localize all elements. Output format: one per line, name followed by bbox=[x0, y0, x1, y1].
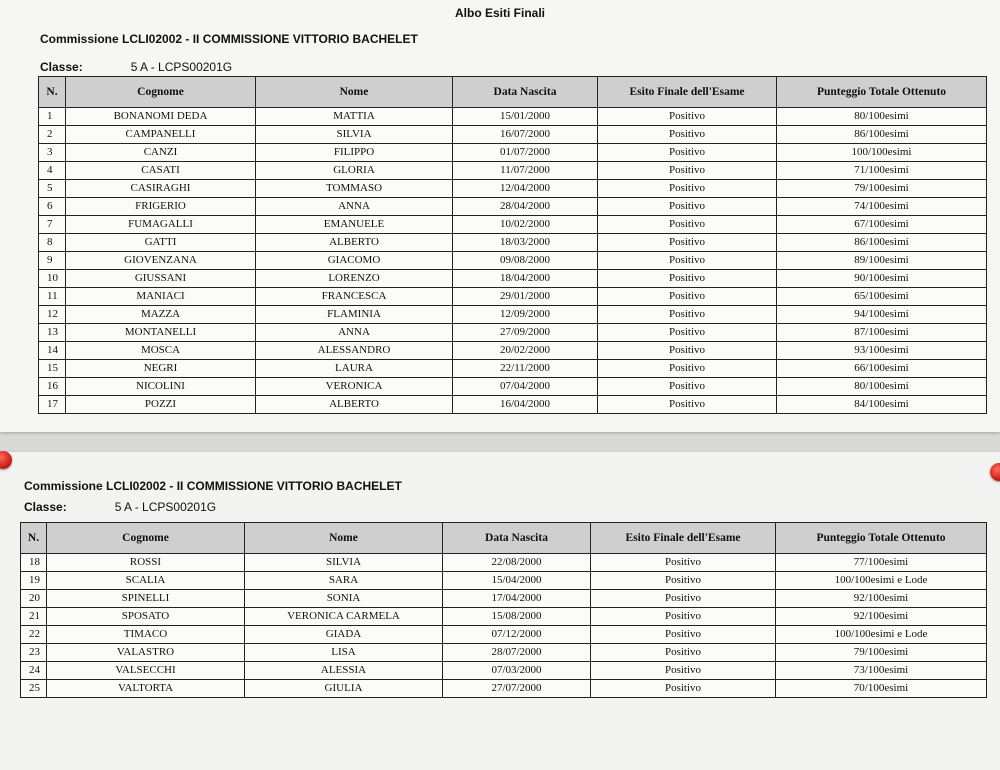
outcome-cell: Positivo bbox=[598, 216, 777, 234]
outcome-cell: Positivo bbox=[591, 572, 776, 590]
header-col-n: N. bbox=[21, 523, 47, 554]
row-number: 2 bbox=[39, 126, 66, 144]
row-number: 11 bbox=[39, 288, 66, 306]
name-cell: ANNA bbox=[256, 198, 453, 216]
surname-cell: MONTANELLI bbox=[66, 324, 256, 342]
surname-cell: GATTI bbox=[66, 234, 256, 252]
score-cell: 100/100esimi bbox=[777, 144, 987, 162]
score-cell: 80/100esimi bbox=[777, 108, 987, 126]
row-number: 5 bbox=[39, 180, 66, 198]
outcome-cell: Positivo bbox=[598, 306, 777, 324]
name-cell: LORENZO bbox=[256, 270, 453, 288]
commission-label: Commissione LCLI02002 - II COMMISSIONE VITTORIO BACHELET bbox=[24, 479, 402, 493]
outcome-cell: Positivo bbox=[598, 180, 777, 198]
table-row bbox=[21, 608, 987, 626]
outcome-cell: Positivo bbox=[598, 234, 777, 252]
row-number: 6 bbox=[39, 198, 66, 216]
birthdate-cell: 07/12/2000 bbox=[443, 626, 591, 644]
birthdate-cell: 22/08/2000 bbox=[443, 554, 591, 572]
surname-cell: NEGRI bbox=[66, 360, 256, 378]
score-cell: 74/100esimi bbox=[777, 198, 987, 216]
name-cell: SONIA bbox=[245, 590, 443, 608]
birthdate-cell: 29/01/2000 bbox=[453, 288, 598, 306]
name-cell: ALBERTO bbox=[256, 234, 453, 252]
table-row bbox=[21, 680, 987, 698]
name-cell: GIADA bbox=[245, 626, 443, 644]
birthdate-cell: 10/02/2000 bbox=[453, 216, 598, 234]
table-row bbox=[39, 306, 987, 324]
surname-cell: MAZZA bbox=[66, 306, 256, 324]
table-row bbox=[39, 378, 987, 396]
score-cell: 90/100esimi bbox=[777, 270, 987, 288]
outcome-cell: Positivo bbox=[591, 680, 776, 698]
table-row bbox=[39, 252, 987, 270]
birthdate-cell: 15/08/2000 bbox=[443, 608, 591, 626]
birthdate-cell: 27/07/2000 bbox=[443, 680, 591, 698]
outcome-cell: Positivo bbox=[591, 608, 776, 626]
outcome-cell: Positivo bbox=[598, 288, 777, 306]
score-cell: 73/100esimi bbox=[776, 662, 987, 680]
name-cell: TOMMASO bbox=[256, 180, 453, 198]
outcome-cell: Positivo bbox=[591, 590, 776, 608]
name-cell: SILVIA bbox=[256, 126, 453, 144]
surname-cell: CASIRAGHI bbox=[66, 180, 256, 198]
table-row bbox=[39, 270, 987, 288]
birthdate-cell: 16/07/2000 bbox=[453, 126, 598, 144]
surname-cell: ROSSI bbox=[47, 554, 245, 572]
row-number: 18 bbox=[21, 554, 47, 572]
classe-info bbox=[24, 500, 216, 514]
header-col-data-nascita: Data Nascita bbox=[453, 77, 598, 108]
surname-cell: GIUSSANI bbox=[66, 270, 256, 288]
birthdate-cell: 28/07/2000 bbox=[443, 644, 591, 662]
score-cell: 66/100esimi bbox=[777, 360, 987, 378]
outcome-cell: Positivo bbox=[598, 162, 777, 180]
surname-cell: BONANOMI DEDA bbox=[66, 108, 256, 126]
outcome-cell: Positivo bbox=[598, 378, 777, 396]
row-number: 7 bbox=[39, 216, 66, 234]
score-cell: 93/100esimi bbox=[777, 342, 987, 360]
header-col-cognome: Cognome bbox=[47, 523, 245, 554]
table-header bbox=[39, 77, 987, 108]
table-row bbox=[39, 396, 987, 414]
header-col-esito: Esito Finale dell'Esame bbox=[591, 523, 776, 554]
outcome-cell: Positivo bbox=[598, 270, 777, 288]
name-cell: VERONICA bbox=[256, 378, 453, 396]
outcome-cell: Positivo bbox=[598, 396, 777, 414]
name-cell: MATTIA bbox=[256, 108, 453, 126]
name-cell: GIACOMO bbox=[256, 252, 453, 270]
score-cell: 84/100esimi bbox=[777, 396, 987, 414]
row-number: 21 bbox=[21, 608, 47, 626]
surname-cell: GIOVENZANA bbox=[66, 252, 256, 270]
row-number: 1 bbox=[39, 108, 66, 126]
table-row bbox=[39, 342, 987, 360]
table-row bbox=[39, 324, 987, 342]
outcome-cell: Positivo bbox=[591, 554, 776, 572]
table-row bbox=[39, 234, 987, 252]
header-col-data-nascita: Data Nascita bbox=[443, 523, 591, 554]
header-col-n: N. bbox=[39, 77, 66, 108]
name-cell: LISA bbox=[245, 644, 443, 662]
results-table-1 bbox=[38, 76, 987, 414]
table-row bbox=[21, 554, 987, 572]
birthdate-cell: 15/04/2000 bbox=[443, 572, 591, 590]
surname-cell: SCALIA bbox=[47, 572, 245, 590]
surname-cell: VALTORTA bbox=[47, 680, 245, 698]
score-cell: 87/100esimi bbox=[777, 324, 987, 342]
score-cell: 77/100esimi bbox=[776, 554, 987, 572]
row-number: 10 bbox=[39, 270, 66, 288]
header-col-nome: Nome bbox=[245, 523, 443, 554]
score-cell: 92/100esimi bbox=[776, 590, 987, 608]
row-number: 22 bbox=[21, 626, 47, 644]
table-row bbox=[39, 198, 987, 216]
name-cell: FILIPPO bbox=[256, 144, 453, 162]
score-cell: 86/100esimi bbox=[777, 126, 987, 144]
row-number: 25 bbox=[21, 680, 47, 698]
birthdate-cell: 20/02/2000 bbox=[453, 342, 598, 360]
outcome-cell: Positivo bbox=[591, 662, 776, 680]
birthdate-cell: 16/04/2000 bbox=[453, 396, 598, 414]
name-cell: FRANCESCA bbox=[256, 288, 453, 306]
score-cell: 80/100esimi bbox=[777, 378, 987, 396]
table-row bbox=[39, 360, 987, 378]
name-cell: EMANUELE bbox=[256, 216, 453, 234]
surname-cell: TIMACO bbox=[47, 626, 245, 644]
row-number: 19 bbox=[21, 572, 47, 590]
name-cell: GLORIA bbox=[256, 162, 453, 180]
row-number: 4 bbox=[39, 162, 66, 180]
outcome-cell: Positivo bbox=[598, 126, 777, 144]
classe-info bbox=[40, 60, 232, 74]
table-row bbox=[39, 162, 987, 180]
header-col-nome: Nome bbox=[256, 77, 453, 108]
birthdate-cell: 27/09/2000 bbox=[453, 324, 598, 342]
classe-label: Classe: bbox=[40, 60, 83, 74]
outcome-cell: Positivo bbox=[598, 108, 777, 126]
table-row bbox=[39, 180, 987, 198]
name-cell: ANNA bbox=[256, 324, 453, 342]
surname-cell: CAMPANELLI bbox=[66, 126, 256, 144]
surname-cell: CASATI bbox=[66, 162, 256, 180]
classe-value: 5 A - LCPS00201G bbox=[130, 60, 233, 74]
surname-cell: POZZI bbox=[66, 396, 256, 414]
surname-cell: SPINELLI bbox=[47, 590, 245, 608]
name-cell: SILVIA bbox=[245, 554, 443, 572]
surname-cell: NICOLINI bbox=[66, 378, 256, 396]
name-cell: ALESSIA bbox=[245, 662, 443, 680]
results-table-2 bbox=[20, 522, 987, 698]
name-cell: FLAMINIA bbox=[256, 306, 453, 324]
outcome-cell: Positivo bbox=[598, 342, 777, 360]
surname-cell: FUMAGALLI bbox=[66, 216, 256, 234]
birthdate-cell: 11/07/2000 bbox=[453, 162, 598, 180]
table-row bbox=[21, 590, 987, 608]
score-cell: 70/100esimi bbox=[776, 680, 987, 698]
surname-cell: MOSCA bbox=[66, 342, 256, 360]
table-row bbox=[39, 126, 987, 144]
birthdate-cell: 28/04/2000 bbox=[453, 198, 598, 216]
table-row bbox=[21, 644, 987, 662]
table-row bbox=[21, 662, 987, 680]
surname-cell: SPOSATO bbox=[47, 608, 245, 626]
table-row bbox=[39, 108, 987, 126]
birthdate-cell: 12/09/2000 bbox=[453, 306, 598, 324]
document-title: Albo Esiti Finali bbox=[454, 6, 545, 20]
header-col-esito: Esito Finale dell'Esame bbox=[598, 77, 777, 108]
outcome-cell: Positivo bbox=[598, 360, 777, 378]
score-cell: 67/100esimi bbox=[777, 216, 987, 234]
birthdate-cell: 12/04/2000 bbox=[453, 180, 598, 198]
score-cell: 71/100esimi bbox=[777, 162, 987, 180]
score-cell: 86/100esimi bbox=[777, 234, 987, 252]
header-col-punteggio: Punteggio Totale Ottenuto bbox=[777, 77, 987, 108]
surname-cell: FRIGERIO bbox=[66, 198, 256, 216]
name-cell: GIULIA bbox=[245, 680, 443, 698]
table-row bbox=[21, 626, 987, 644]
outcome-cell: Positivo bbox=[598, 252, 777, 270]
results-sheet-2 bbox=[0, 452, 1000, 770]
score-cell: 100/100esimi e Lode bbox=[776, 572, 987, 590]
table-row bbox=[21, 572, 987, 590]
birthdate-cell: 18/04/2000 bbox=[453, 270, 598, 288]
header-col-punteggio: Punteggio Totale Ottenuto bbox=[776, 523, 987, 554]
birthdate-cell: 07/03/2000 bbox=[443, 662, 591, 680]
outcome-cell: Positivo bbox=[591, 644, 776, 662]
classe-label: Classe: bbox=[24, 500, 67, 514]
commission-label: Commissione LCLI02002 - II COMMISSIONE VITTORIO BACHELET bbox=[40, 32, 418, 46]
outcome-cell: Positivo bbox=[598, 144, 777, 162]
birthdate-cell: 09/08/2000 bbox=[453, 252, 598, 270]
surname-cell: VALSECCHI bbox=[47, 662, 245, 680]
birthdate-cell: 22/11/2000 bbox=[453, 360, 598, 378]
birthdate-cell: 01/07/2000 bbox=[453, 144, 598, 162]
row-number: 17 bbox=[39, 396, 66, 414]
table-header bbox=[21, 523, 987, 554]
name-cell: ALESSANDRO bbox=[256, 342, 453, 360]
header-col-cognome: Cognome bbox=[66, 77, 256, 108]
score-cell: 100/100esimi e Lode bbox=[776, 626, 987, 644]
name-cell: SARA bbox=[245, 572, 443, 590]
birthdate-cell: 15/01/2000 bbox=[453, 108, 598, 126]
score-cell: 89/100esimi bbox=[777, 252, 987, 270]
table-row bbox=[39, 288, 987, 306]
row-number: 9 bbox=[39, 252, 66, 270]
name-cell: LAURA bbox=[256, 360, 453, 378]
row-number: 8 bbox=[39, 234, 66, 252]
classe-value: 5 A - LCPS00201G bbox=[114, 500, 217, 514]
row-number: 14 bbox=[39, 342, 66, 360]
row-number: 13 bbox=[39, 324, 66, 342]
birthdate-cell: 07/04/2000 bbox=[453, 378, 598, 396]
row-number: 23 bbox=[21, 644, 47, 662]
surname-cell: MANIACI bbox=[66, 288, 256, 306]
table-row bbox=[39, 216, 987, 234]
row-number: 20 bbox=[21, 590, 47, 608]
table-row bbox=[39, 144, 987, 162]
row-number: 16 bbox=[39, 378, 66, 396]
birthdate-cell: 18/03/2000 bbox=[453, 234, 598, 252]
outcome-cell: Positivo bbox=[598, 198, 777, 216]
row-number: 24 bbox=[21, 662, 47, 680]
surname-cell: VALASTRO bbox=[47, 644, 245, 662]
name-cell: VERONICA CARMELA bbox=[245, 608, 443, 626]
name-cell: ALBERTO bbox=[256, 396, 453, 414]
outcome-cell: Positivo bbox=[598, 324, 777, 342]
row-number: 3 bbox=[39, 144, 66, 162]
birthdate-cell: 17/04/2000 bbox=[443, 590, 591, 608]
row-number: 12 bbox=[39, 306, 66, 324]
score-cell: 79/100esimi bbox=[777, 180, 987, 198]
score-cell: 65/100esimi bbox=[777, 288, 987, 306]
surname-cell: CANZI bbox=[66, 144, 256, 162]
row-number: 15 bbox=[39, 360, 66, 378]
score-cell: 92/100esimi bbox=[776, 608, 987, 626]
score-cell: 94/100esimi bbox=[777, 306, 987, 324]
score-cell: 79/100esimi bbox=[776, 644, 987, 662]
outcome-cell: Positivo bbox=[591, 626, 776, 644]
